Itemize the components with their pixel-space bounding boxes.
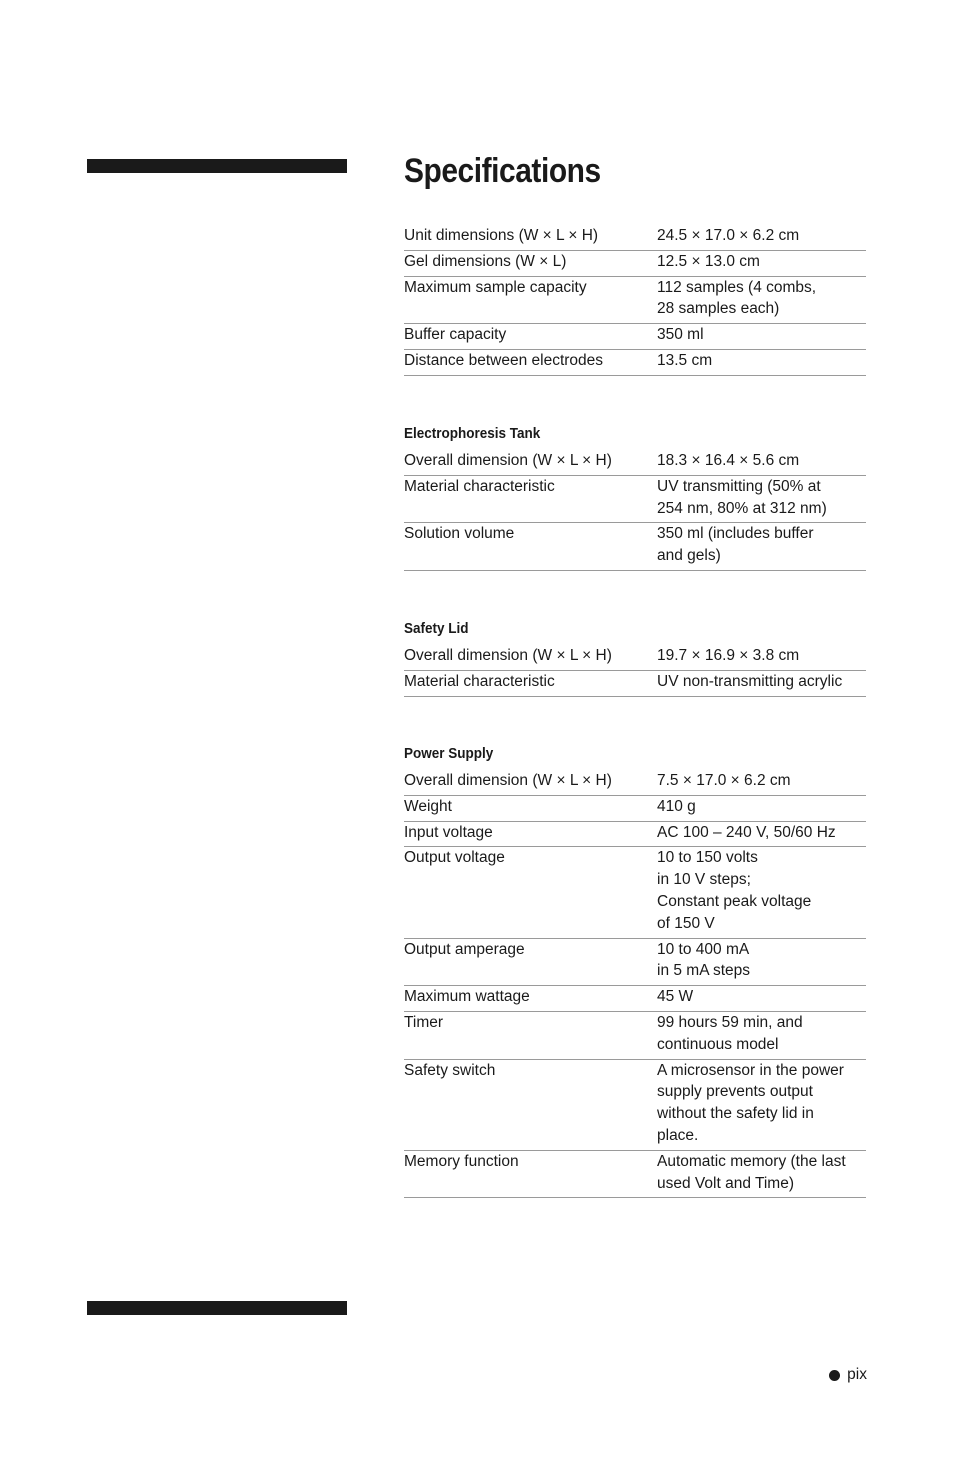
section-heading: Safety Lid [404, 620, 469, 637]
spec-value: Automatic memory (the last used Volt and Time) [657, 1150, 866, 1198]
page-title: Specifications [404, 152, 601, 190]
spec-label: Gel dimensions (W × L) [404, 250, 657, 276]
spec-value: 24.5 × 17.0 × 6.2 cm [657, 225, 866, 250]
spec-label: Distance between electrodes [404, 349, 657, 375]
spec-value: UV transmitting (50% at 254 nm, 80% at 312 nm) [657, 475, 866, 523]
spec-value: 10 to 400 mA in 5 mA steps [657, 938, 866, 986]
general-spec-table [404, 225, 866, 376]
spec-value: 99 hours 59 min, and continuous model [657, 1011, 866, 1059]
spec-label: Input voltage [404, 821, 657, 847]
power-supply-specs [404, 743, 866, 1198]
table-row [404, 847, 866, 938]
table-row [404, 821, 866, 847]
table-row [404, 645, 866, 670]
tank-spec-table [404, 450, 866, 571]
spec-value: 112 samples (4 combs, 28 samples each) [657, 276, 866, 324]
spec-label: Solution volume [404, 523, 657, 571]
table-row [404, 523, 866, 571]
spec-label: Buffer capacity [404, 324, 657, 350]
spec-label: Overall dimension (W × L × H) [404, 645, 657, 670]
table-row [404, 1150, 866, 1198]
spec-value: 410 g [657, 795, 866, 821]
tank-specs [404, 423, 866, 571]
spec-label: Material characteristic [404, 670, 657, 696]
spec-value: UV non-transmitting acrylic [657, 670, 866, 696]
footer-rule-bar [87, 1301, 347, 1315]
spec-label: Material characteristic [404, 475, 657, 523]
spec-label: Timer [404, 1011, 657, 1059]
table-row [404, 938, 866, 986]
spec-label: Weight [404, 795, 657, 821]
header-rule-bar [87, 159, 347, 173]
footer-text: pix [847, 1366, 867, 1383]
table-row [404, 986, 866, 1012]
spec-label: Unit dimensions (W × L × H) [404, 225, 657, 250]
spec-label: Safety switch [404, 1059, 657, 1150]
spec-value: 12.5 × 13.0 cm [657, 250, 866, 276]
table-row [404, 324, 866, 350]
table-row [404, 1011, 866, 1059]
spec-label: Maximum wattage [404, 986, 657, 1012]
table-row [404, 276, 866, 324]
spec-label: Maximum sample capacity [404, 276, 657, 324]
spec-value: 10 to 150 volts in 10 V steps; Constant peak voltage of 150 V [657, 847, 866, 938]
table-row [404, 670, 866, 696]
spec-value: 13.5 cm [657, 349, 866, 375]
spec-label: Overall dimension (W × L × H) [404, 450, 657, 475]
bullet-icon [829, 1370, 840, 1381]
lid-spec-table [404, 645, 866, 697]
spec-label: Overall dimension (W × L × H) [404, 770, 657, 795]
table-row [404, 250, 866, 276]
table-row [404, 475, 866, 523]
table-row [404, 770, 866, 795]
section-heading: Power Supply [404, 745, 494, 762]
power-spec-table [404, 770, 866, 1198]
table-row [404, 1059, 866, 1150]
table-row [404, 225, 866, 250]
spec-label: Memory function [404, 1150, 657, 1198]
spec-value: 350 ml [657, 324, 866, 350]
table-row [404, 349, 866, 375]
spec-label: Output amperage [404, 938, 657, 986]
spec-value: 45 W [657, 986, 866, 1012]
spec-value: A microsensor in the power supply prevents output without the safety lid in place. [657, 1059, 866, 1150]
spec-value: 7.5 × 17.0 × 6.2 cm [657, 770, 866, 795]
general-specs [404, 225, 866, 376]
section-heading: Electrophoresis Tank [404, 425, 541, 442]
spec-value: 19.7 × 16.9 × 3.8 cm [657, 645, 866, 670]
spec-value: 350 ml (includes buffer and gels) [657, 523, 866, 571]
spec-value: AC 100 – 240 V, 50/60 Hz [657, 821, 866, 847]
lid-specs [404, 618, 866, 697]
table-row [404, 450, 866, 475]
spec-label: Output voltage [404, 847, 657, 938]
page-footer [829, 1366, 867, 1384]
table-row [404, 795, 866, 821]
spec-value: 18.3 × 16.4 × 5.6 cm [657, 450, 866, 475]
